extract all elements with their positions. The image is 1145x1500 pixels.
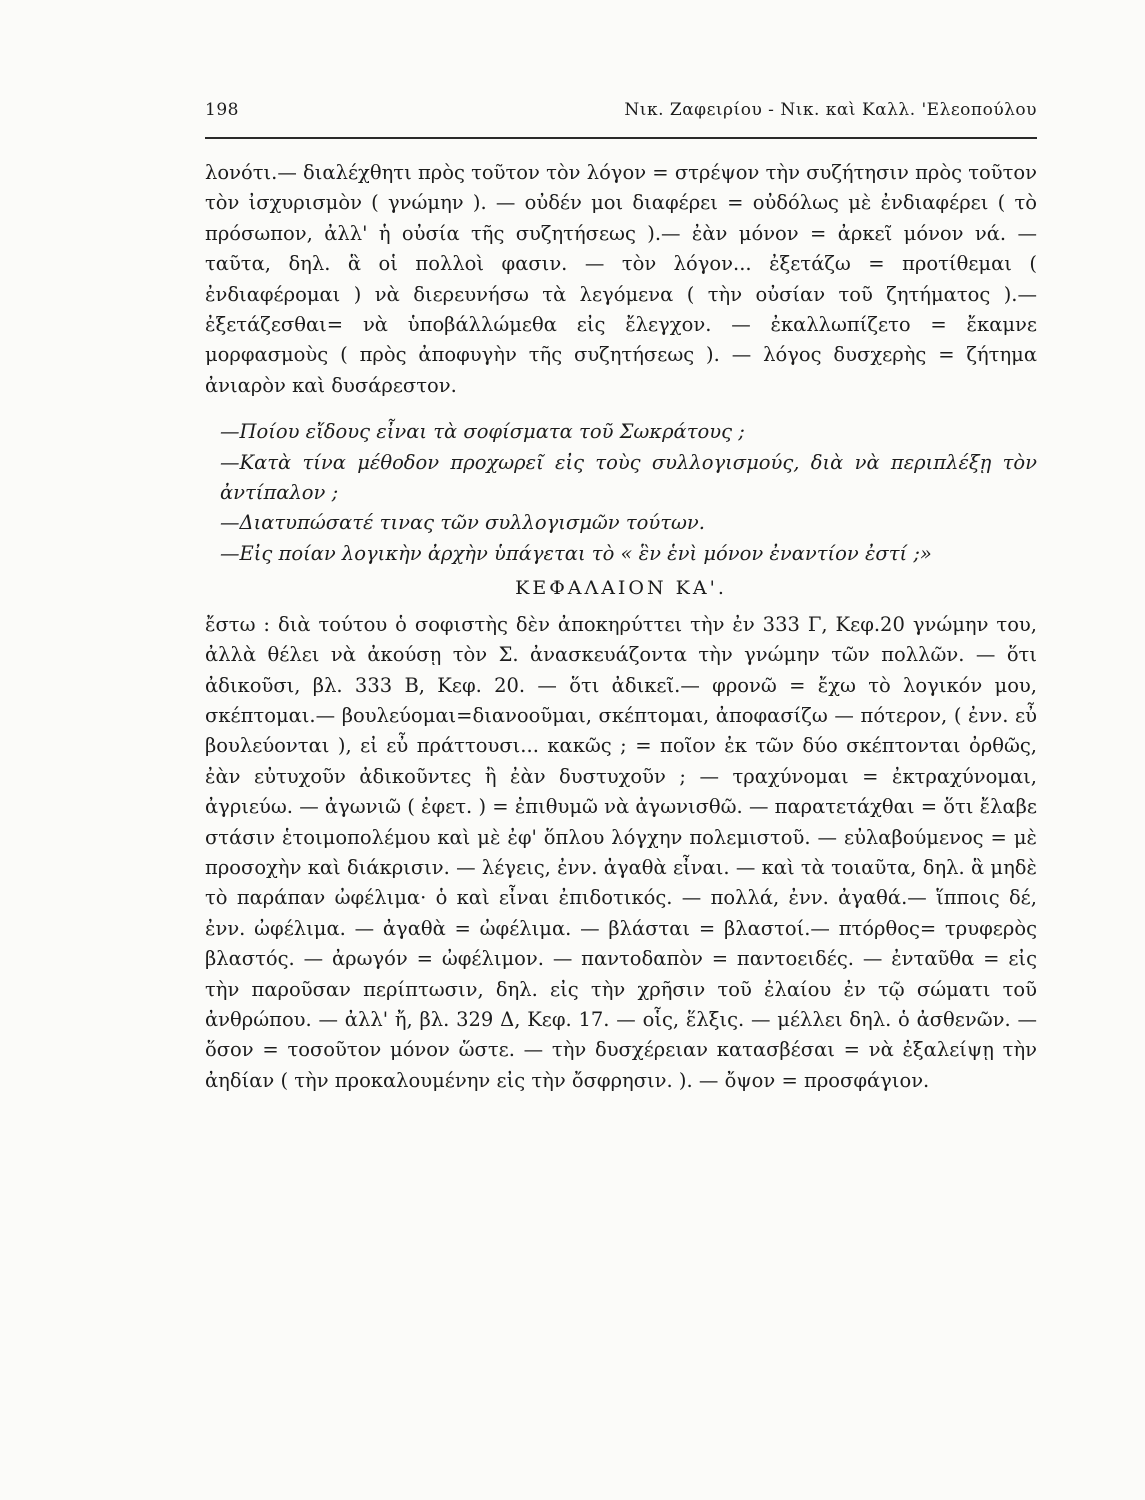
page-number: 198 [205, 100, 239, 120]
study-question: —Διατυπώσατέ τινας τῶν συλλογισμῶν τούτων. [220, 511, 705, 535]
study-question: —Ποίου εἴδους εἶναι τὰ σοφίσματα τοῦ Σωκράτους ; [220, 420, 745, 444]
chapter-commentary: ἔστω : διὰ τούτου ὁ σοφιστὴς δὲν ἀποκηρύττει τὴν ἐν 333 Γ, Κεφ.20 γνώμην του, ἀλλὰ θέλει νὰ ἀκούσῃ τὸν Σ. ἀνασκευάζοντα τὴν γνώμην τῶν πολλῶν. — ὅτι ἀδικοῦσι, βλ. 333 Β, Κεφ. 20. — ὅτι ἀδικεῖ.— φρονῶ = ἔχω τὸ λογικόν μου, σκέπτομαι.— βουλεύομαι=διανοοῦμαι, σκέπτομαι, ἀποφασίζω — πότερον, ( ἐνν. εὖ βουλεύονται ), εἰ εὖ πράττουσι... κακῶς ; = ποῖον ἐκ τῶν δύο σκέπτονται ὀρθῶς, ἐὰν εὐτυχοῦν ἀδικοῦντες ἢ ἐὰν δυστυχοῦν ; — τραχύνομαι = ἐκτραχύνομαι, ἀγριεύω. — ἀγωνιῶ ( ἐφετ. ) = ἐπιθυμῶ νὰ ἀγωνισθῶ. — παρατετάχθαι = ὅτι ἔλαβε στάσιν ἑτοιμοπολέμου καὶ μὲ ἐφ' ὅπλου λόγχην πολεμιστοῦ. — εὐλαβούμενος = μὲ προσοχὴν καὶ διάκρισιν. — λέγεις, ἐνν. ἀγαθὰ εἶναι. — καὶ τὰ τοιαῦτα, δηλ. ἃ μηδὲ τὸ παράπαν ὠφέλιμα· ὁ καὶ εἶναι ἐπιδοτικός. — πολλά, ἐνν. ἀγαθά.— ἵπποις δέ, ἐνν. ὠφέλιμα. — ἀγαθὰ = ὠφέλιμα. — βλάσται = βλαστοί.— πτόρθος= τρυφερὸς βλαστός. — ἀρωγόν = ὠφέλιμον. — παντοδαπὸν = παντοειδές. — ἐνταῦθα = εἰς τὴν παροῦσαν περίπτωσιν, δηλ. εἰς τὴν χρῆσιν τοῦ ἐλαίου ἐν τῷ σώματι τοῦ ἀνθρώπου. — ἀλλ' ἤ, βλ. 329 Δ, Κεφ. 17. — οἷς, ἕλξις. — μέλλει δηλ. ὁ ἀσθενῶν. — ὅσον = τοσοῦτον μόνον ὥστε. — τὴν δυσχέρειαν κατασβέσαι = νὰ ἐξαλείψῃ τὴν ἀηδίαν ( τὴν προκαλουμένην εἰς τὴν ὄσφρησιν. ). — ὄψον = προσφάγιον. [205, 612, 1037, 1092]
commentary-paragraph: λονότι.— διαλέχθητι πρὸς τοῦτον τὸν λόγον = στρέψον τὴν συζήτησιν πρὸς τοῦτον τὸν ἰσχυρισμὸν ( γνώμην ). — οὐδέν μοι διαφέρει = οὐδόλως μὲ ἐνδιαφέρει ( τὸ πρόσωπον, ἀλλ' ἡ οὐσία τῆς συζητήσεως ).— ἐὰν μόνον = ἀρκεῖ μόνον νά. — ταῦτα, δηλ. ἃ οἱ πολλοὶ φασιν. — τὸν λόγον... ἐξετάζω = προτίθεμαι ( ἐνδιαφέρομαι ) νὰ διερευνήσω τὰ λεγόμενα ( τὴν οὐσίαν τοῦ ζητήματος ).— ἐξετάζεσθαι= νὰ ὑποβάλλώμεθα εἰς ἔλεγχον. — ἐκαλλωπίζετο = ἔκαμνε μορφασμοὺς ( πρὸς ἀποφυγὴν τῆς συζητήσεως ). — λόγος δυσχερὴς = ζήτημα ἀνιαρὸν καὶ δυσάρεστον. [205, 161, 1037, 397]
running-title: Νικ. Ζαφειρίου - Νικ. καὶ Καλλ. 'Ελεοπούλου [624, 100, 1037, 120]
study-question: —Κατὰ τίνα μέθοδον προχωρεῖ εἰς τοὺς συλλογισμούς, διὰ νὰ περιπλέξῃ τὸν ἀντίπαλον ; [220, 450, 1037, 505]
page-body [205, 158, 1037, 1096]
study-question: —Εἰς ποίαν λογικὴν ἀρχὴν ὑπάγεται τὸ « ἓν ἑνὶ μόνον ἐναντίον ἐστί ;» [220, 541, 932, 565]
chapter-heading: ΚΕΦΑΛΑΙΟΝ ΚΑ'. [515, 577, 727, 600]
page-header [205, 100, 1037, 120]
header-rule [205, 137, 1037, 139]
